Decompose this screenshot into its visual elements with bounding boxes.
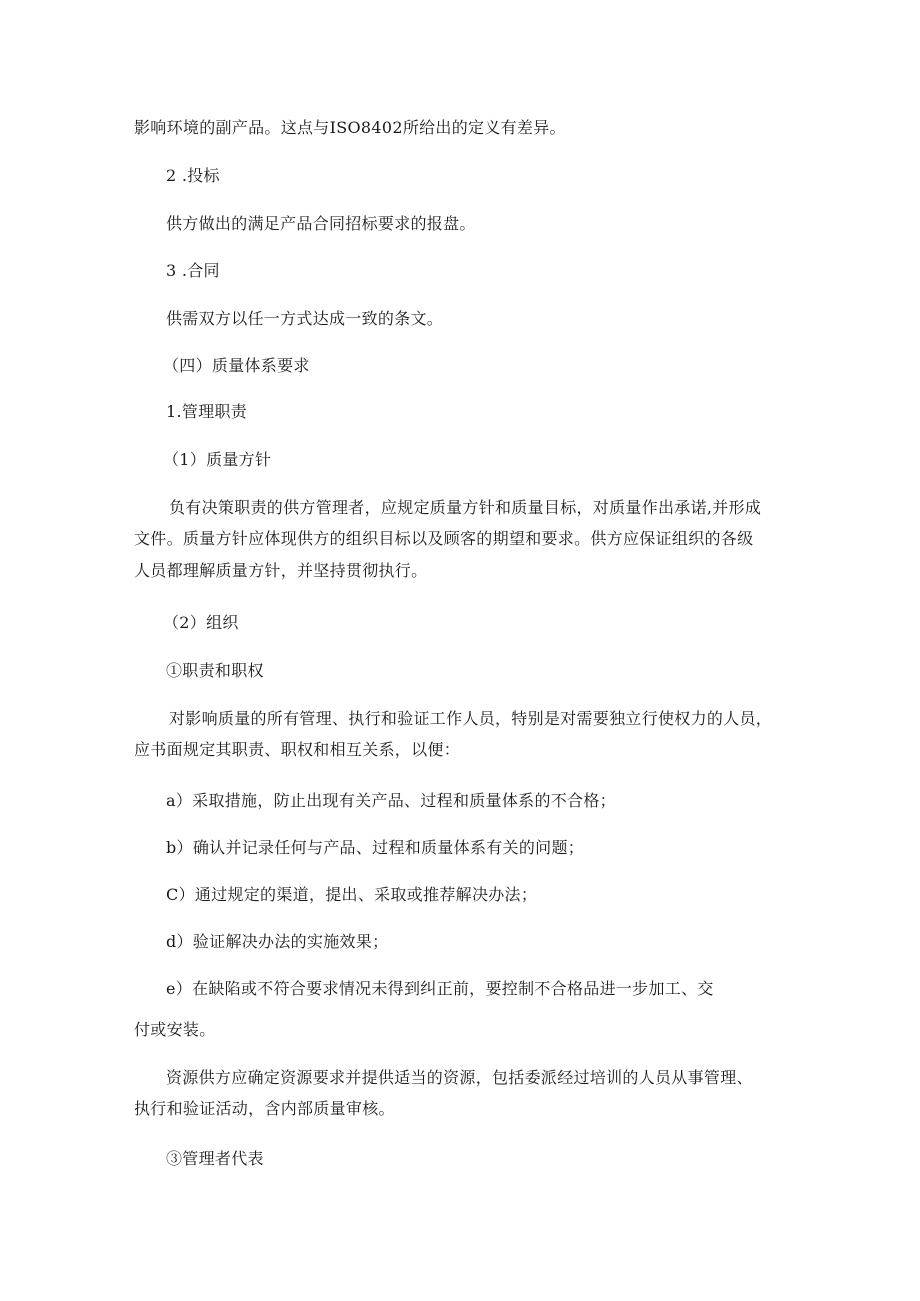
list-item-b: b）确认并记录任何与产品、过程和质量体系有关的问题； bbox=[166, 838, 585, 857]
paragraph-byproduct-definition: 影响环境的副产品。这点与ISO8402所给出的定义有差异。 bbox=[134, 118, 566, 137]
list-item-e-line1: e）在缺陷或不符合要求情况未得到纠正前，要控制不合格品进一步加工、交 bbox=[166, 979, 714, 998]
heading-quality-policy: （1）质量方针 bbox=[163, 450, 272, 469]
paragraph-resources-line1: 资源供方应确定资源要求并提供适当的资源，包括委派经过培训的人员从事管理、 bbox=[166, 1068, 753, 1087]
paragraph-quality-policy-line2: 文件。质量方针应体现供方的组织目标以及顾客的期望和要求。供方应保证组织的各级 bbox=[134, 529, 754, 548]
list-item-e-line2: 付或安装。 bbox=[134, 1020, 216, 1039]
heading-responsibility-authority: ①职责和职权 bbox=[166, 661, 264, 680]
section-heading-quality-system: （四）质量体系要求 bbox=[163, 356, 310, 375]
heading-management-representative: ③管理者代表 bbox=[166, 1149, 264, 1168]
paragraph-resources-line2: 执行和验证活动，含内部质量审核。 bbox=[134, 1099, 395, 1118]
paragraph-quality-policy-line1: 负有决策职责的供方管理者，应规定质量方针和质量目标，对质量作出承诺,并形成 bbox=[169, 498, 762, 517]
paragraph-responsibility-line2: 应书面规定其职责、职权和相互关系，以便： bbox=[134, 740, 461, 759]
list-item-d: d）验证解决办法的实施效果； bbox=[166, 932, 389, 951]
list-item-a: a）采取措施，防止出现有关产品、过程和质量体系的不合格； bbox=[166, 791, 616, 810]
heading-contract: 3 .合同 bbox=[166, 261, 220, 280]
heading-organization: （2）组织 bbox=[163, 613, 239, 632]
paragraph-quality-policy-line3: 人员都理解质量方针，并坚持贯彻执行。 bbox=[134, 561, 428, 580]
heading-tender: 2 .投标 bbox=[166, 166, 220, 185]
paragraph-tender-definition: 供方做出的满足产品合同招标要求的报盘。 bbox=[166, 214, 476, 233]
list-item-c: C）通过规定的渠道，提出、采取或推荐解决办法； bbox=[166, 885, 538, 904]
paragraph-responsibility-line1: 对影响质量的所有管理、执行和验证工作人员，特别是对需要独立行使权力的人员， bbox=[169, 709, 773, 728]
paragraph-contract-definition: 供需双方以任一方式达成一致的条文。 bbox=[166, 309, 444, 328]
heading-management-responsibility: 1.管理职责 bbox=[166, 402, 248, 421]
